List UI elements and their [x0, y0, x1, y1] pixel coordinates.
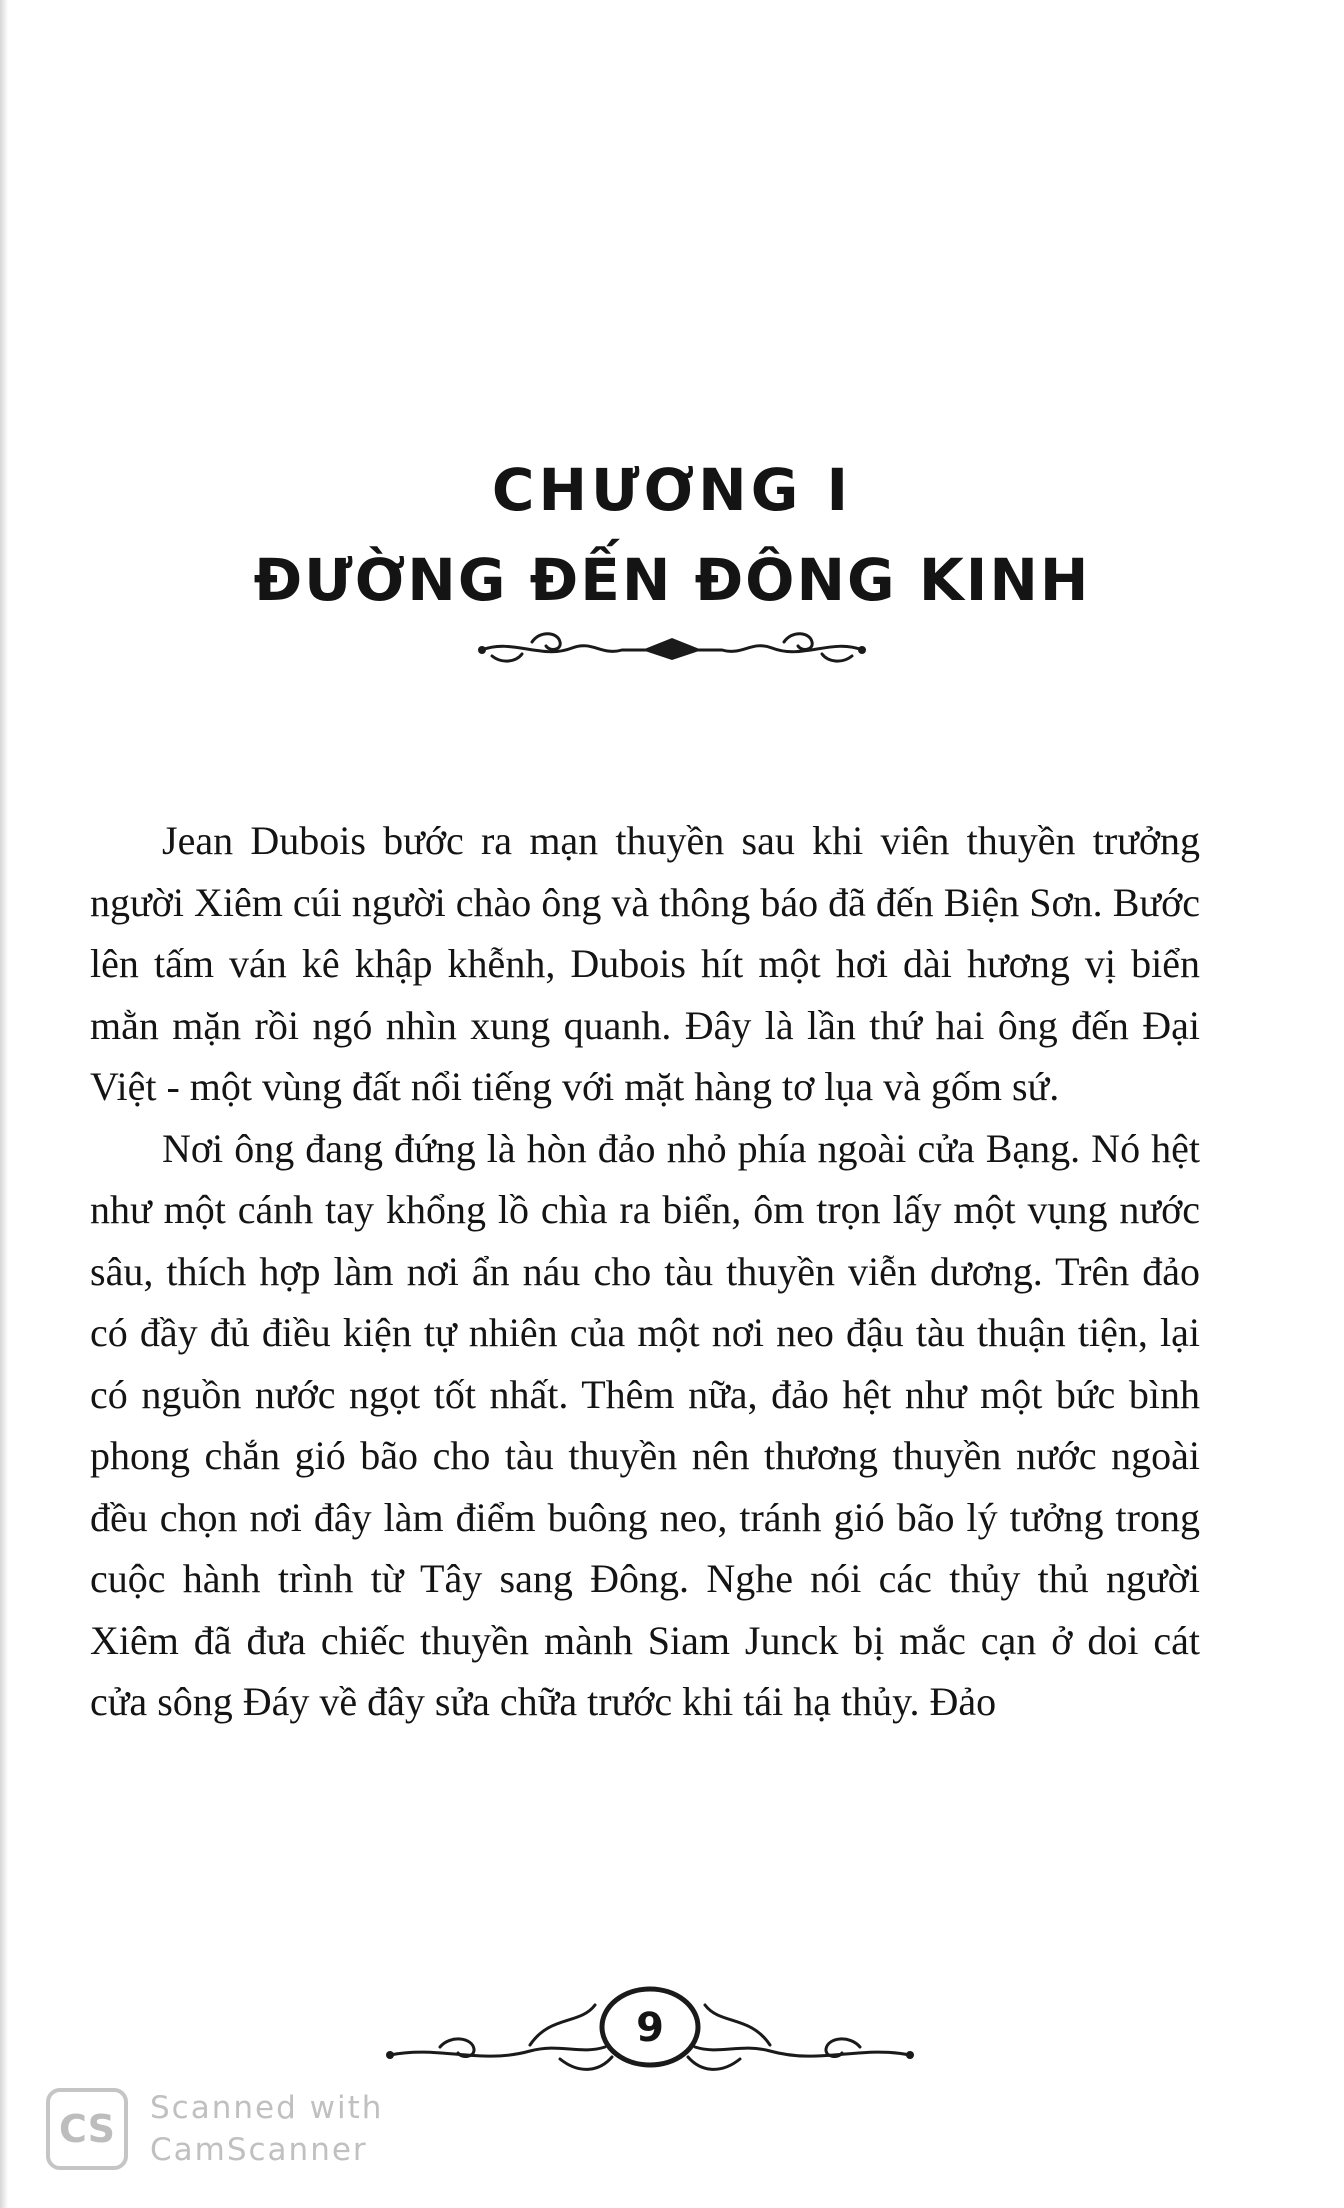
paragraph: Jean Dubois bước ra mạn thuyền sau khi viên thuyền trưởng người Xiêm cúi người chào ông và thông báo đã đến Biện Sơn. Bước lên tấm ván kê khập khễnh, Dubois hít một hơi dài hương vị biển mằn mặn rồi ngó nhìn xung quanh. Đây là lần thứ hai ông đến Đại Việt - một vùng đất nổi tiếng với mặt hàng tơ lụa và gốm sứ.: [90, 818, 1200, 1109]
page-edge-shadow: [0, 0, 8, 2208]
camscanner-logo: CS: [46, 2088, 128, 2170]
paragraph: Nơi ông đang đứng là hòn đảo nhỏ phía ngoài cửa Bạng. Nó hệt như một cánh tay khổng lồ chìa ra biển, ôm trọn lấy một vụng nước sâu, thích hợp làm nơi ẩn náu cho tàu thuyền viễn dương. Trên đảo có đầy đủ điều kiện tự nhiên của một nơi neo đậu tàu thuận tiện, lại có nguồn nước ngọt tốt nhất. Thêm nữa, đảo hệt như một bức bình phong chắn gió bão cho tàu thuyền nên thương thuyền nước ngoài đều chọn nơi đây làm điểm buông neo, tránh gió bão lý tưởng trong cuộc hành trình từ Tây sang Đông. Nghe nói các thủy thủ người Xiêm đã đưa chiếc thuyền mành Siam Junck bị mắc cạn ở doi cát cửa sông Đáy về đây sửa chữa trước khi tái hạ thủy. Đảo: [90, 1125, 1200, 1724]
page-number: 9: [636, 2005, 664, 2051]
watermark-line-2: CamScanner: [150, 2132, 368, 2168]
body-text: [90, 810, 1200, 1733]
watermark-line-1: Scanned with: [150, 2090, 384, 2126]
chapter-number-title: CHƯƠNG I: [491, 456, 853, 524]
chapter-title: ĐƯỜNG ĐẾN ĐÔNG KINH: [253, 546, 1091, 614]
flourish-ornament-icon: [472, 620, 872, 676]
